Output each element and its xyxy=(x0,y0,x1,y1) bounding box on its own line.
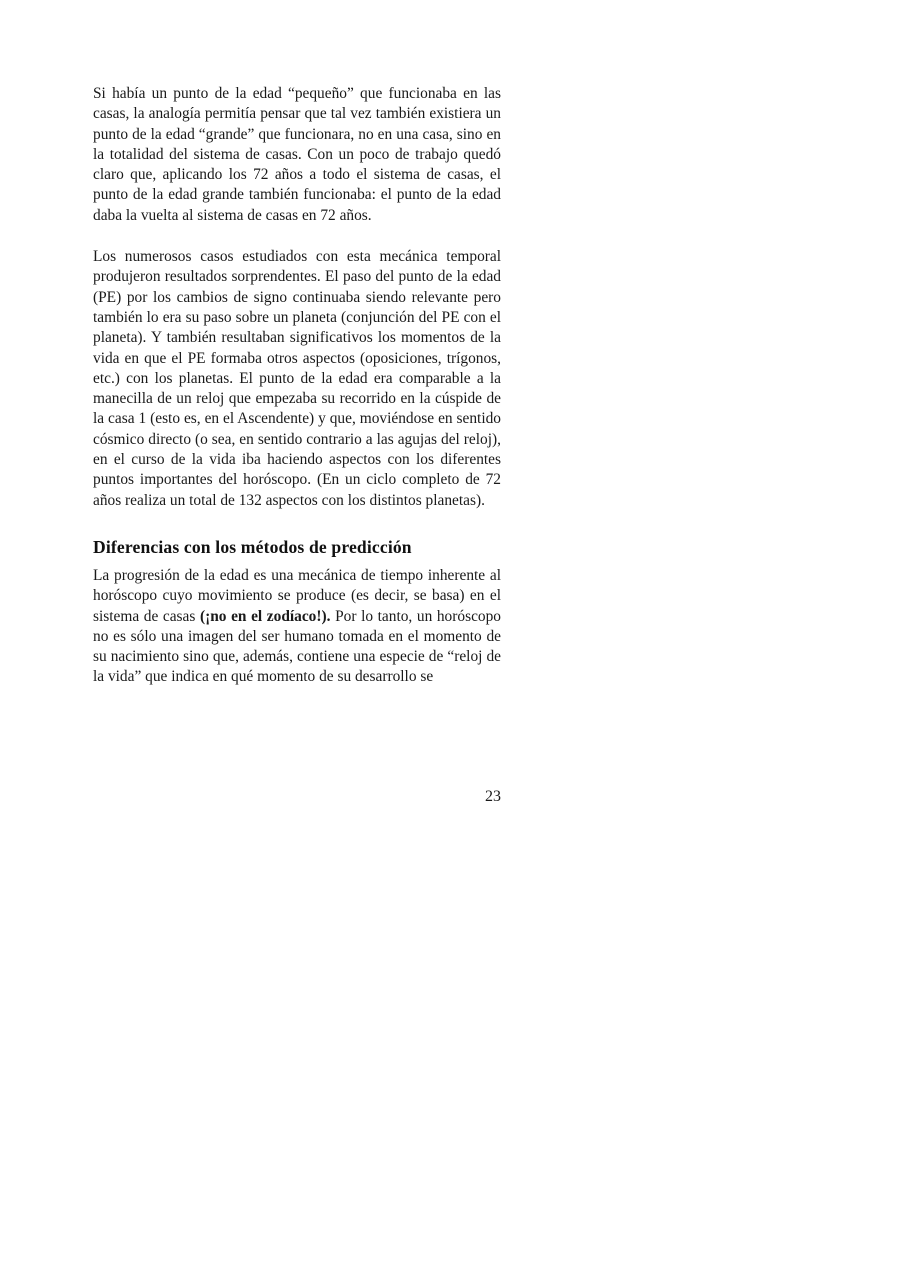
paragraph-progresion-edad-start: La progresión de la edad es una mecánica de tiempo inherente al horóscopo cuyo movimiento se produce (es decir, se basa) en el sistema de casas xyxy=(93,566,501,625)
page-text-block xyxy=(93,84,501,805)
paragraph-mecanica-temporal: Los numerosos casos estudiados con esta mecánica temporal produjeron resultados sorprendentes. El paso del punto de la edad (PE) por los cambios de signo continuaba siendo relevante pero también lo era su paso sobre un planeta (conjunción del PE con el planeta). Y también resultaban significativos los momentos de la vida en que el PE formaba otros aspectos (oposiciones, trígonos, etc.) con los planetas. El punto de la edad era comparable a la manecilla de un reloj que empezaba su recorrido en la cúspide de la casa 1 (esto es, en el Ascendente) y que, moviéndose en sentido cósmico directo (o sea, en sentido contrario a las agujas del reloj), en el curso de la vida iba haciendo aspectos con los diferentes puntos importantes del horóscopo. (En un ciclo completo de 72 años realiza un total de 132 aspectos con los distintos planetas). xyxy=(93,248,501,509)
paragraph-progresion-edad-end: Por lo tanto, un horóscopo no es sólo una imagen del ser humano tomada en el momento de su nacimiento sino que, además, contiene una especie de “reloj de la vida” que indica en qué momento de su desarrollo se xyxy=(93,607,501,686)
section-heading: Diferencias con los métodos de predicción xyxy=(93,536,412,557)
page-number: 23 xyxy=(485,788,501,805)
paragraph-progresion-edad xyxy=(93,566,501,688)
emphasis-no-zodiaco: (¡no en el zodíaco!). xyxy=(199,607,331,625)
paragraph-punto-edad-grande: Si había un punto de la edad “pequeño” que funcionaba en las casas, la analogía permitía pensar que tal vez también existiera un punto de la edad “grande” que funcionara, no en una casa, sino en la totalidad del sistema de casas. Con un poco de trabajo quedó claro que, aplicando los 72 años a todo el sistema de casas, el punto de la edad grande también funcionaba: el punto de la edad daba la vuelta al sistema de casas en 72 años. xyxy=(93,85,501,224)
